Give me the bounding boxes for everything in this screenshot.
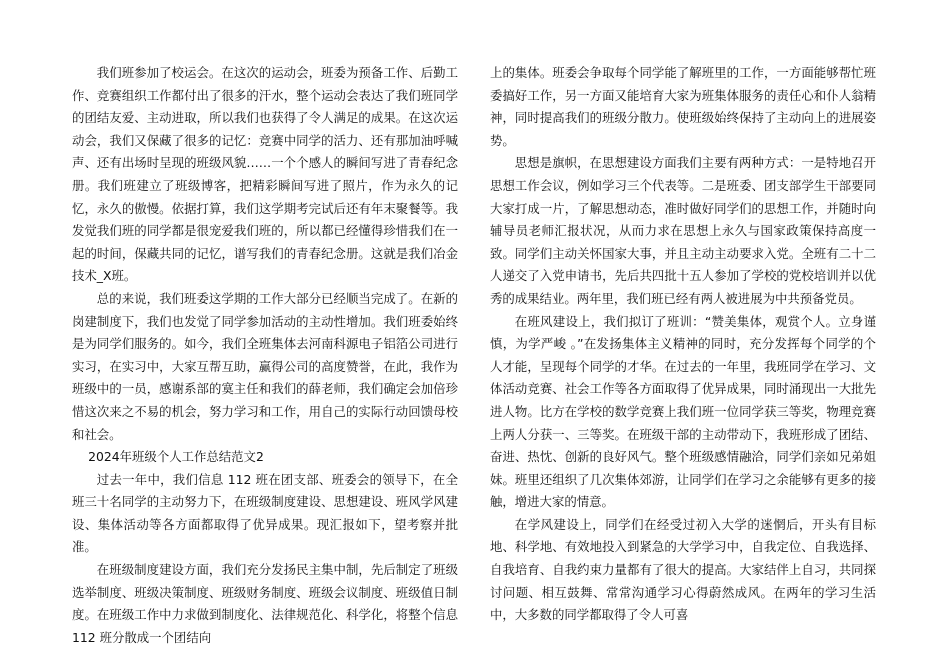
- section-heading: 2024年班级个人工作总结范文2: [88, 449, 264, 465]
- paragraph-intro: 过去一年中，我们信息 112 班在团支部、班委会的领导下，在全班三十名同学的主动努力下，在班级制度建设、思想建设、班风学风建设、集体活动等各方面都取得了优异成果。现汇报如下，望考察并批准。: [72, 471, 458, 555]
- left-column: [72, 62, 458, 649]
- paragraph-sports-meet: 我们班参加了校运会。在这次的运动会，班委为预备工作、后勤工作、竞赛组织工作都付出了很多的汗水，整个运动会表达了我们班同学的团结友爱、主动进取，所以我们也获得了令人满足的成果。在这次运动会，我们又保藏了很多的记忆：竞赛中同学的活力、还有那加油呼喊声、还有出场时呈现的班级风貌……一个个感人的瞬间写进了青春纪念册。我们班建立了班级博客，把精彩瞬间写进了照片，作为永久的记忆，永久的傲慢。依据打算，我们这学期考完试后还有年末聚餐等。我发觉我们班的同学都是很宠爱我们班的，所以都已经懂得珍惜我们在一起的时间，保藏共同的记忆，谱写我们的青春纪念册。这就是我们冶金技术_X班。: [72, 65, 458, 284]
- paragraph-study-style: 在学风建设上，同学们在经受过初入大学的迷惘后，开头有目标地、科学地、有效地投入到紧急的大学学习中，自我定位、自我选择、自我培育、自我约束力量都有了很大的提高。大家结伴上自习，共同探讨问题、相互鼓舞、常常沟通学习心得蔚然成风。在两年的学习生活中，大多数的同学都取得了令人可喜: [490, 516, 876, 623]
- paragraph-class-style: 在班风建设上，我们拟订了班训：“赞美集体，观赏个人。立身谨慎，为学严峻 。”在发扬集体主义精神的同时，充分发挥每个同学的个人才能，呈现每个同学的才华。在过去的一年里，我班同学在学习、文体活动竞赛、社会工作等各方面取得了优异成果，同时涌现出一大批先进人物。比方在学校的数学竞赛上我们班一位同学获三等奖，物理竞赛上两人分获一、三等奖。在班级干部的主动带动下，我班形成了团结、奋进、热忱、创新的良好风气。整个班级感情融洽，同学们亲如兄弟姐妹。班里还组织了几次集体郊游，让同学们在学习之余能够有更多的接触，增进大家的情意。: [490, 313, 876, 510]
- paragraph-continued: 上的集体。班委会争取每个同学能了解班里的工作，一方面能够帮忙班委搞好工作，另一方面又能培育大家为班集体服务的责任心和仆人翁精神，同时提高我们的班级分散力。使班级始终保持了主动向上的进展姿势。: [490, 65, 876, 148]
- right-column: [490, 62, 876, 627]
- paragraph-ideology: 思想是旗帜，在思想建设方面我们主要有两种方式：一是特地召开思想工作会议，例如学习三个代表等。二是班委、团支部学生干部要同大家打成一片，了解思想动态，准时做好同学们的思想工作，并随时向辅导员老师汇报状况，从而力求在思想上永久与国家政策保持高度一致。同学们主动关怀国家大事，并且主动主动要求入党。全班有二十二人递交了入党申请书，先后共四批十五人参加了学校的党校培训并以优秀的成果结业。两年里，我们班已经有两人被进展为中共预备党员。: [490, 155, 876, 306]
- paragraph-system-building: 在班级制度建设方面，我们充分发扬民主集中制，先后制定了班级选举制度、班级决策制度、班级财务制度、班级会议制度、班级值日制度。在班级工作中力求做到制度化、法律规范化、科学化，将整个信息 112 班分散成一个团结向: [72, 562, 458, 645]
- paragraph-summary: 总的来说，我们班委这学期的工作大部分已经顺当完成了。在新的岗建制度下，我们也发觉了同学参加活动的主动性增加。我们班委始终是为同学们服务的。如今，我们全班集体去河南科源电子铝箔公司进行实习，在实习中，大家互帮互助，赢得公司的高度赞誉，在此，我作为班级中的一员，感谢系部的寞主任和我们的薛老师，我们确定会加倍珍惜这次来之不易的机会，努力学习和工作，用自己的实际行动回馈母校和社会。: [72, 290, 458, 442]
